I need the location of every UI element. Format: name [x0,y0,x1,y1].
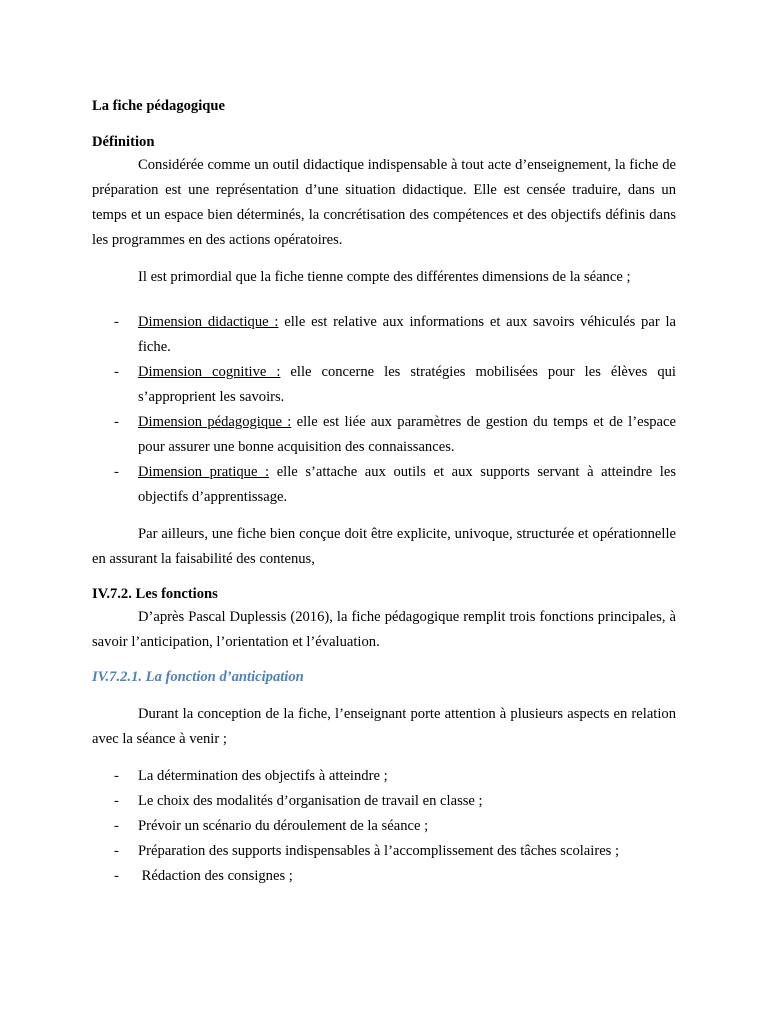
dash-bullet: - [114,793,119,809]
document-title: La fiche pédagogique [92,98,225,114]
list-item [92,310,676,360]
dash-bullet: - [114,818,119,834]
dimension-text: elle concerne les stratégies mobilisées pour les élèves qui s’approprient les savoirs. [138,364,676,405]
dash-bullet: - [114,364,119,380]
list-item [92,764,676,789]
definition-paragraph: Considérée comme un outil didactique indispensable à tout acte d’enseignement, la fiche de préparation est une représentation d’une situation didactique. Elle est censée traduire, dans un temps et un espace bien déterminés, la concrétisation des compétences et des objectifs définis dans les programmes en des actions opératoires. [92,157,676,248]
dimension-term: Dimension pédagogique : [138,414,292,430]
dimensions-intro: Il est primordial que la fiche tienne compte des différentes dimensions de la séance ; [138,269,631,285]
functions-paragraph: D’après Pascal Duplessis (2016), la fiche pédagogique remplit trois fonctions principales, à savoir l’anticipation, l’orientation et l’évaluation. [92,609,676,650]
document-page [92,96,676,889]
list-item-text: La détermination des objectifs à atteindre ; [138,768,388,784]
list-item-text: Le choix des modalités d’organisation de travail en classe ; [138,793,483,809]
anticipation-paragraph: Durant la conception de la fiche, l’enseignant porte attention à plusieurs aspects en relation avec la séance à venir ; [92,706,676,747]
dash-bullet: - [114,464,119,480]
dimension-text: elle est liée aux paramètres de gestion du temps et de l’espace pour assurer une bonne acquisition des connaissances. [138,414,676,455]
conclusion-paragraph: Par ailleurs, une fiche bien conçue doit être explicite, univoque, structurée et opérationnelle en assurant la faisabilité des contenus, [92,526,676,567]
dash-bullet: - [114,868,119,884]
list-item-text: Préparation des supports indispensables à l’accomplissement des tâches scolaires ; [138,843,620,859]
list-item [92,864,676,889]
dash-bullet: - [114,768,119,784]
definition-heading: Définition [92,134,155,150]
dash-bullet: - [114,843,119,859]
dash-bullet: - [114,314,119,330]
list-item [92,410,676,460]
dimension-text: elle s’attache aux outils et aux supports servant à atteindre les objectifs d’apprentissage. [138,464,676,505]
dimension-term: Dimension cognitive : [138,364,281,380]
dash-bullet: - [114,414,119,430]
list-item-text: Rédaction des consignes ; [138,868,293,884]
list-item [92,814,676,839]
list-item [92,360,676,410]
dimension-text: elle est relative aux informations et aux savoirs véhiculés par la fiche. [138,314,676,355]
dimensions-list [92,310,676,510]
list-item [92,789,676,814]
list-item [92,839,676,864]
list-item [92,460,676,510]
dimension-term: Dimension didactique : [138,314,279,330]
anticipation-heading: IV.7.2.1. La fonction d’anticipation [92,669,304,685]
list-item-text: Prévoir un scénario du déroulement de la séance ; [138,818,429,834]
dimension-term: Dimension pratique : [138,464,270,480]
functions-heading: IV.7.2. Les fonctions [92,586,218,602]
anticipation-list [92,764,676,889]
